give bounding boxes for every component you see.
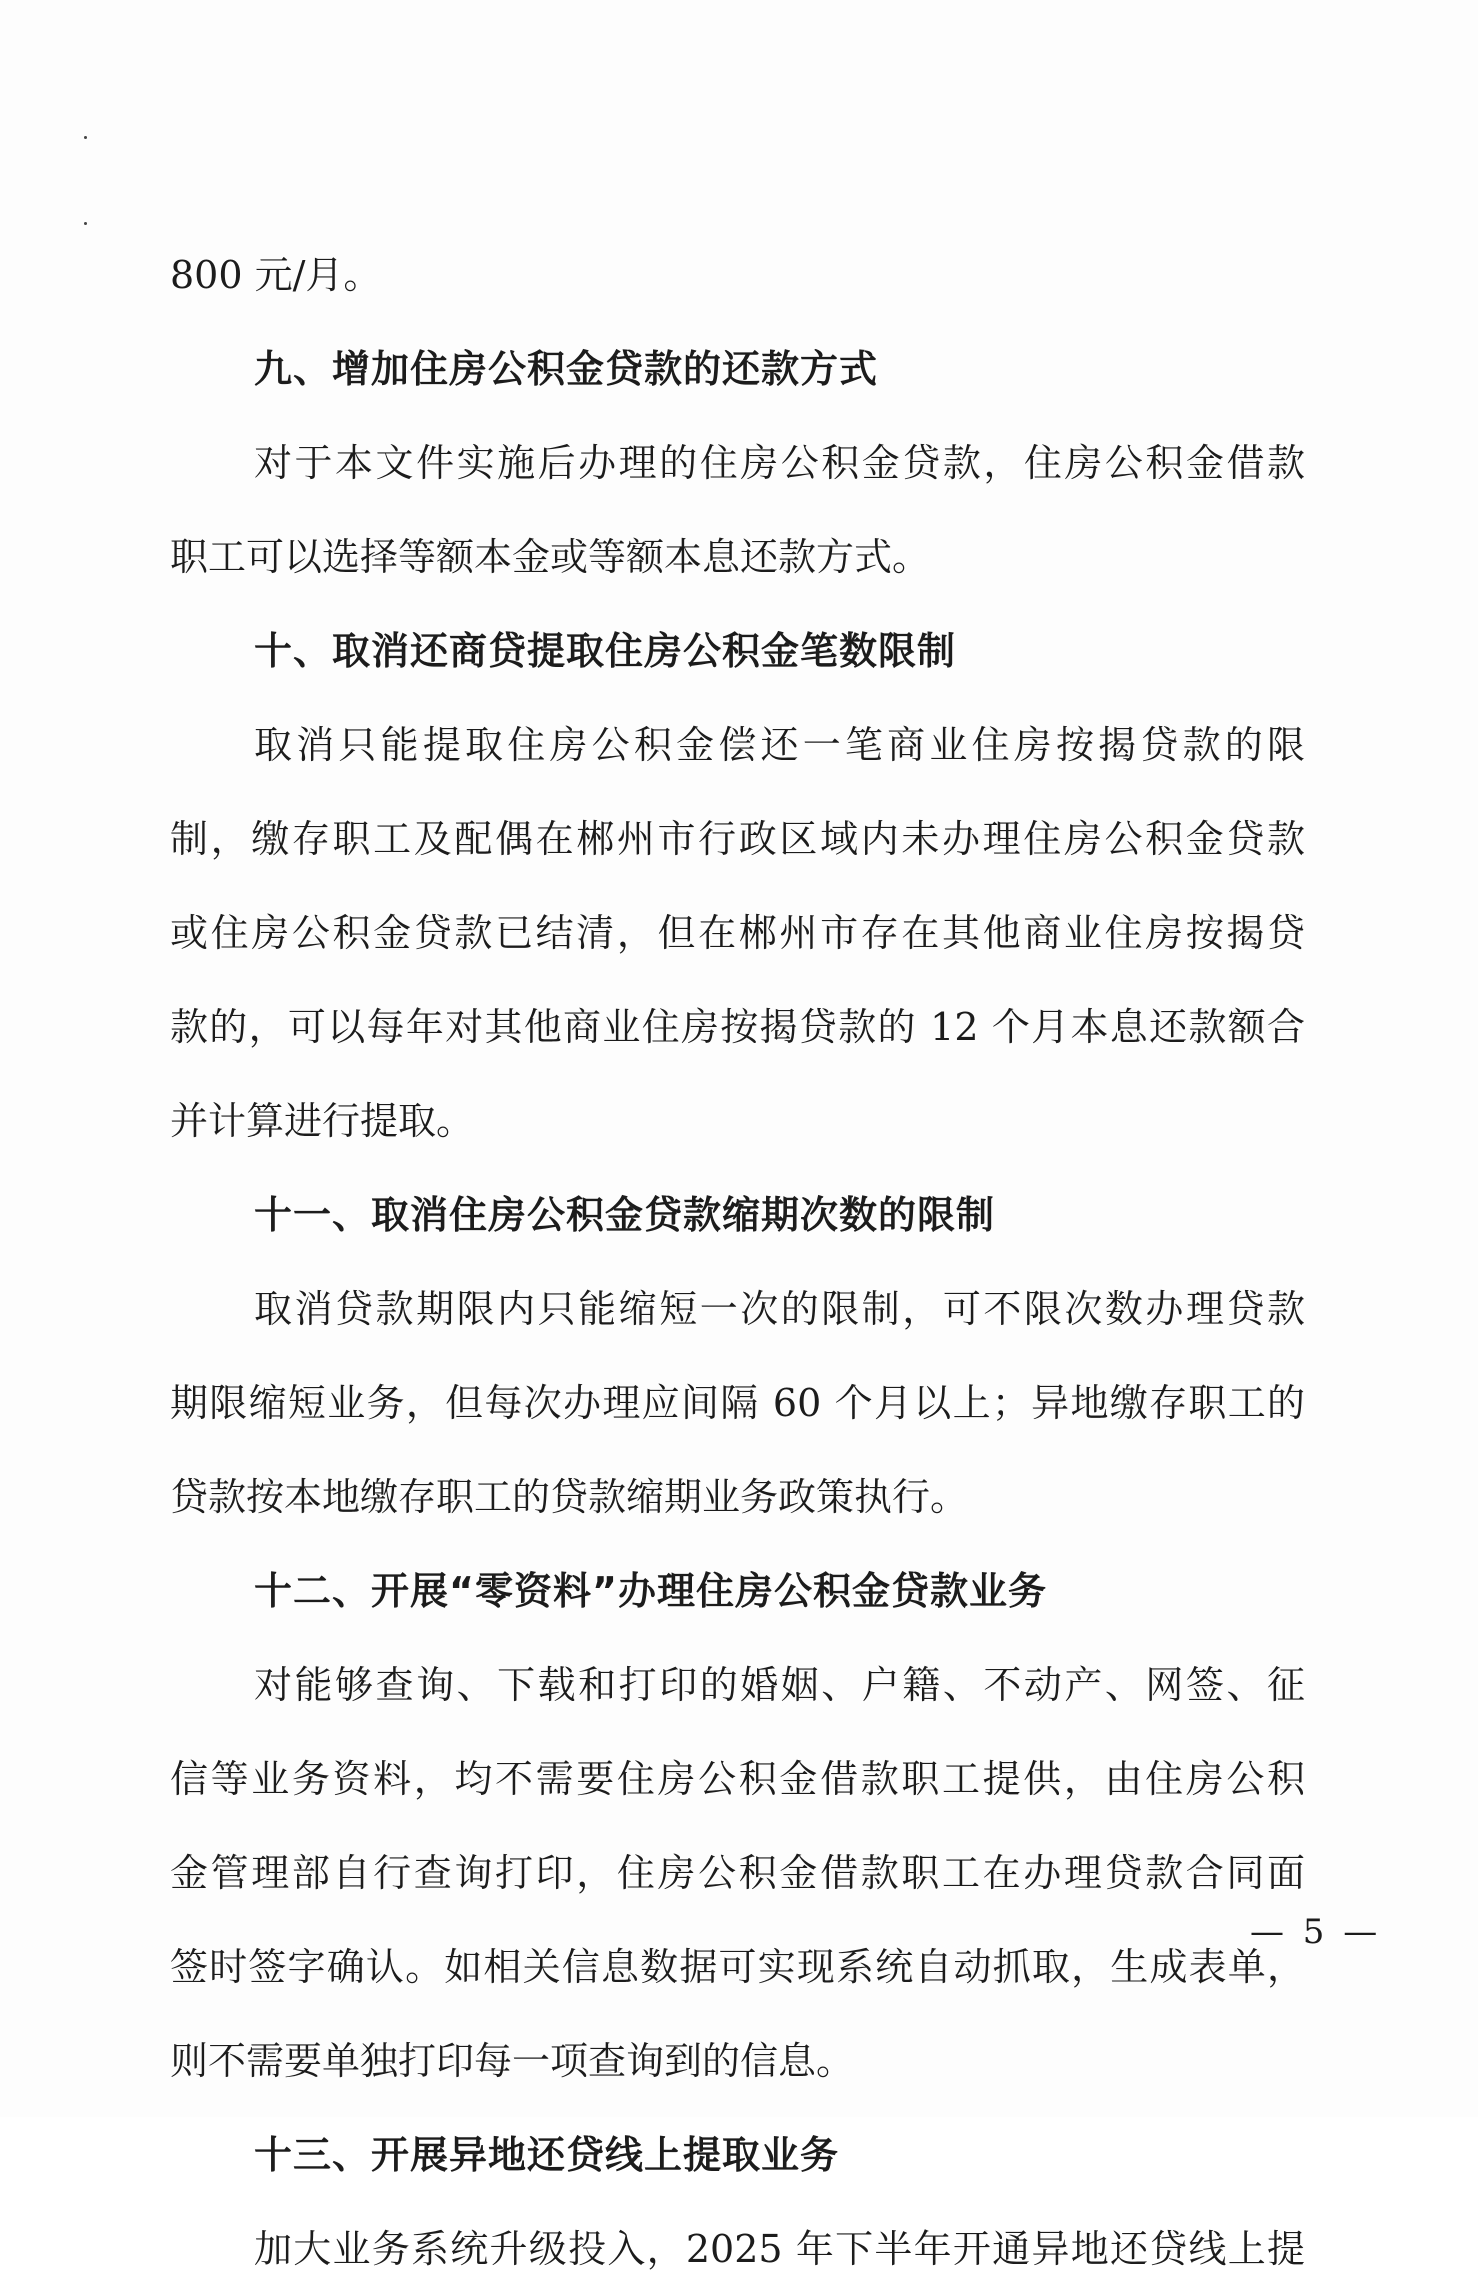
section-heading-10: 十、取消还商贷提取住房公积金笔数限制 [254,629,957,673]
section-heading-9: 九、增加住房公积金贷款的还款方式 [254,347,879,391]
body-line: 或住房公积金贷款已结清，但在郴州市存在其他商业住房按揭贷 [170,911,1305,955]
body-line: 加大业务系统升级投入，2025 年下半年开通异地还贷线上提 [254,2227,1305,2271]
body-line: 贷款按本地缴存职工的贷款缩期业务政策执行。 [170,1475,969,1519]
body-line: 800 元/月。 [170,253,382,297]
section-heading-12: 十二、开展“零资料”办理住房公积金贷款业务 [254,1569,1047,1613]
scan-mark-1 [84,136,87,139]
body-line: 则不需要单独打印每一项查询到的信息。 [170,2039,855,2083]
document-body [170,228,1305,2296]
body-line: 信等业务资料，均不需要住房公积金借款职工提供，由住房公积 [170,1757,1305,1801]
body-line: 对于本文件实施后办理的住房公积金贷款，住房公积金借款 [254,441,1305,485]
body-line: 对能够查询、下载和打印的婚姻、户籍、不动产、网签、征 [254,1663,1305,1707]
body-line: 期限缩短业务，但每次办理应间隔 60 个月以上；异地缴存职工的 [170,1381,1305,1425]
page-number: — 5 — [1250,1912,1382,1952]
body-line: 签时签字确认。如相关信息数据可实现系统自动抓取，生成表单， [170,1945,1305,1989]
section-heading-11: 十一、取消住房公积金贷款缩期次数的限制 [254,1193,996,1237]
section-heading-13: 十三、开展异地还贷线上提取业务 [254,2133,840,2177]
body-line: 并计算进行提取。 [170,1099,475,1143]
body-line: 制，缴存职工及配偶在郴州市行政区域内未办理住房公积金贷款 [170,817,1305,861]
body-line: 取消贷款期限内只能缩短一次的限制，可不限次数办理贷款 [254,1287,1305,1331]
body-line: 金管理部自行查询打印，住房公积金借款职工在办理贷款合同面 [170,1851,1305,1895]
body-line: 款的，可以每年对其他商业住房按揭贷款的 12 个月本息还款额合 [170,1005,1305,1049]
body-line: 职工可以选择等额本金或等额本息还款方式。 [170,535,931,579]
body-line: 取消只能提取住房公积金偿还一笔商业住房按揭贷款的限 [254,723,1305,767]
scan-mark-2 [84,222,87,225]
